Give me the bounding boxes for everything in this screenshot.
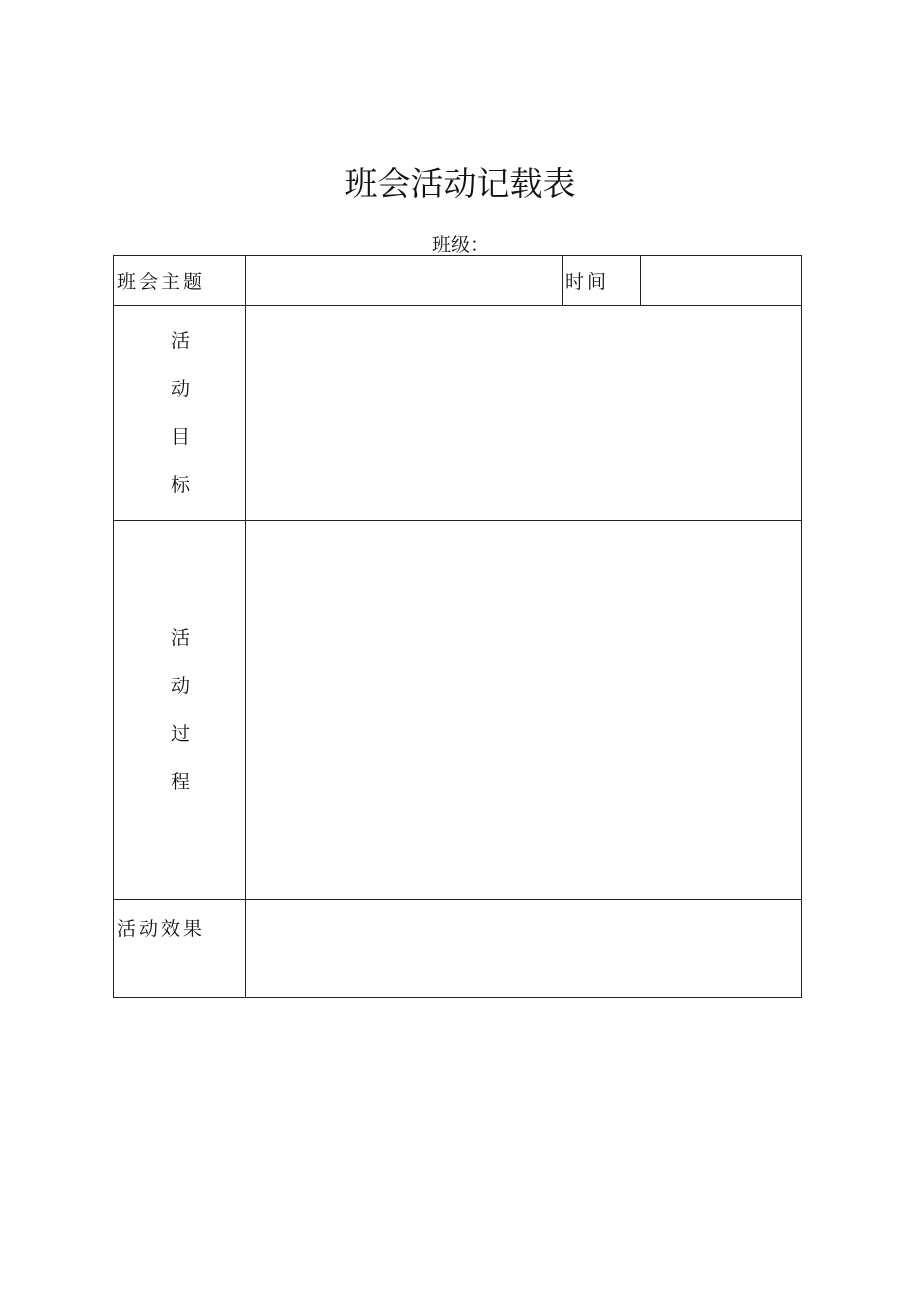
table-row — [114, 306, 802, 521]
goal-label-char: 标 — [170, 474, 190, 496]
effect-label-cell — [114, 900, 246, 998]
process-label — [114, 626, 245, 794]
table-row — [114, 256, 802, 306]
goal-label-cell — [114, 306, 246, 521]
theme-label: 班会主题 — [117, 271, 206, 293]
theme-field[interactable] — [246, 256, 563, 306]
goal-label-char: 动 — [170, 378, 190, 400]
theme-label-cell — [114, 256, 246, 306]
table-row — [114, 521, 802, 900]
goal-label-char: 活 — [170, 330, 190, 352]
table-row — [114, 900, 802, 998]
process-label-char: 程 — [170, 771, 190, 793]
goal-field[interactable] — [246, 306, 802, 521]
process-field[interactable] — [246, 521, 802, 900]
process-label-char: 过 — [170, 723, 190, 745]
time-field[interactable] — [641, 256, 802, 306]
goal-label-char: 目 — [170, 426, 190, 448]
time-label: 时间 — [565, 271, 610, 293]
process-label-char: 动 — [170, 675, 190, 697]
effect-label: 活动效果 — [117, 918, 206, 940]
process-label-char: 活 — [170, 627, 190, 649]
class-label: 班级： — [432, 234, 490, 256]
record-table — [113, 255, 802, 998]
effect-field[interactable] — [246, 900, 802, 998]
process-label-cell — [114, 521, 246, 900]
time-label-cell — [563, 256, 641, 306]
goal-label — [114, 329, 245, 497]
page-title: 班会活动记载表 — [344, 164, 576, 203]
